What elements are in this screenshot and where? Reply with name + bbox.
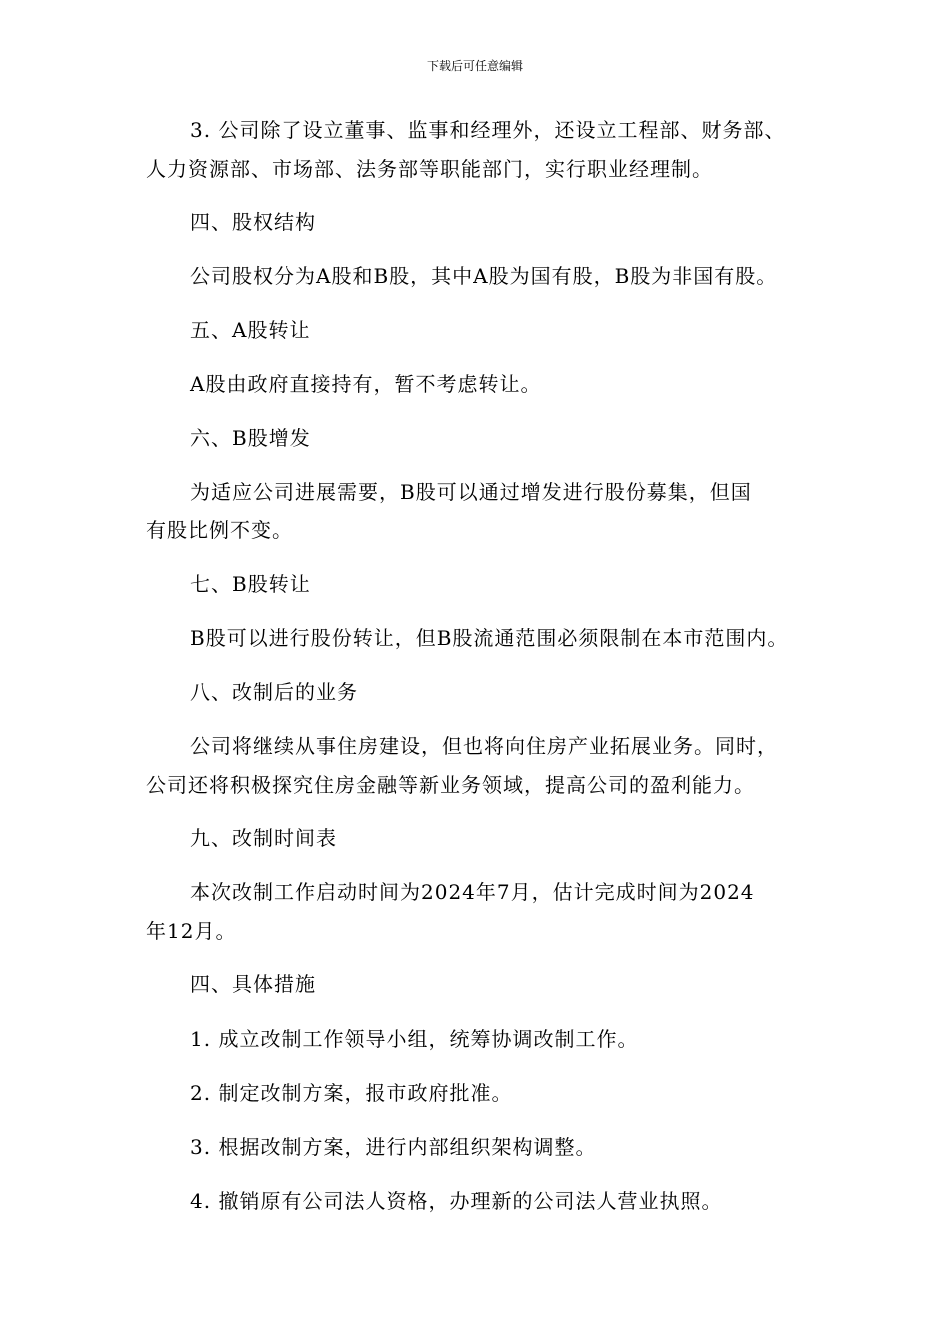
list-item: 2. 制定改制方案，报市政府批准。 (190, 1081, 513, 1105)
paragraph-line: B股可以进行股份转让，但B股流通范围必须限制在本市范围内。 (190, 626, 789, 650)
list-item: 3. 根据改制方案，进行内部组织架构调整。 (190, 1135, 597, 1159)
section-heading: 四、具体措施 (190, 972, 316, 996)
section-heading: 八、改制后的业务 (190, 680, 358, 704)
paragraph-line: 人力资源部、市场部、法务部等职能部门，实行职业经理制。 (146, 157, 713, 181)
paragraph-line: 公司股权分为A股和B股，其中A股为国有股，B股为非国有股。 (190, 264, 778, 288)
paragraph-line: 公司将继续从事住房建设，但也将向住房产业拓展业务。同时， (190, 734, 778, 758)
list-item: 1. 成立改制工作领导小组，统筹协调改制工作。 (190, 1027, 639, 1051)
section-heading: 五、A股转让 (190, 318, 311, 342)
paragraph-line: 为适应公司进展需要，B股可以通过增发进行股份募集，但国 (190, 480, 752, 504)
paragraph-line: 有股比例不变。 (146, 518, 293, 542)
page-header: 下载后可任意编辑 (426, 59, 523, 73)
paragraph-line: 公司还将积极探究住房金融等新业务领域，提高公司的盈利能力。 (146, 773, 755, 797)
section-heading: 九、改制时间表 (190, 826, 337, 850)
section-heading: 七、B股转让 (190, 572, 311, 596)
section-heading: 四、股权结构 (190, 210, 316, 234)
paragraph-line: A股由政府直接持有，暂不考虑转让。 (190, 372, 542, 396)
paragraph-line: 本次改制工作启动时间为2024年7月，估计完成时间为2024 (190, 880, 755, 904)
paragraph-line: 年12月。 (146, 919, 237, 943)
section-heading: 六、B股增发 (190, 426, 311, 450)
list-item: 4. 撤销原有公司法人资格，办理新的公司法人营业执照。 (190, 1189, 723, 1213)
paragraph-line: 3. 公司除了设立董事、监事和经理外，还设立工程部、财务部、 (190, 118, 786, 142)
